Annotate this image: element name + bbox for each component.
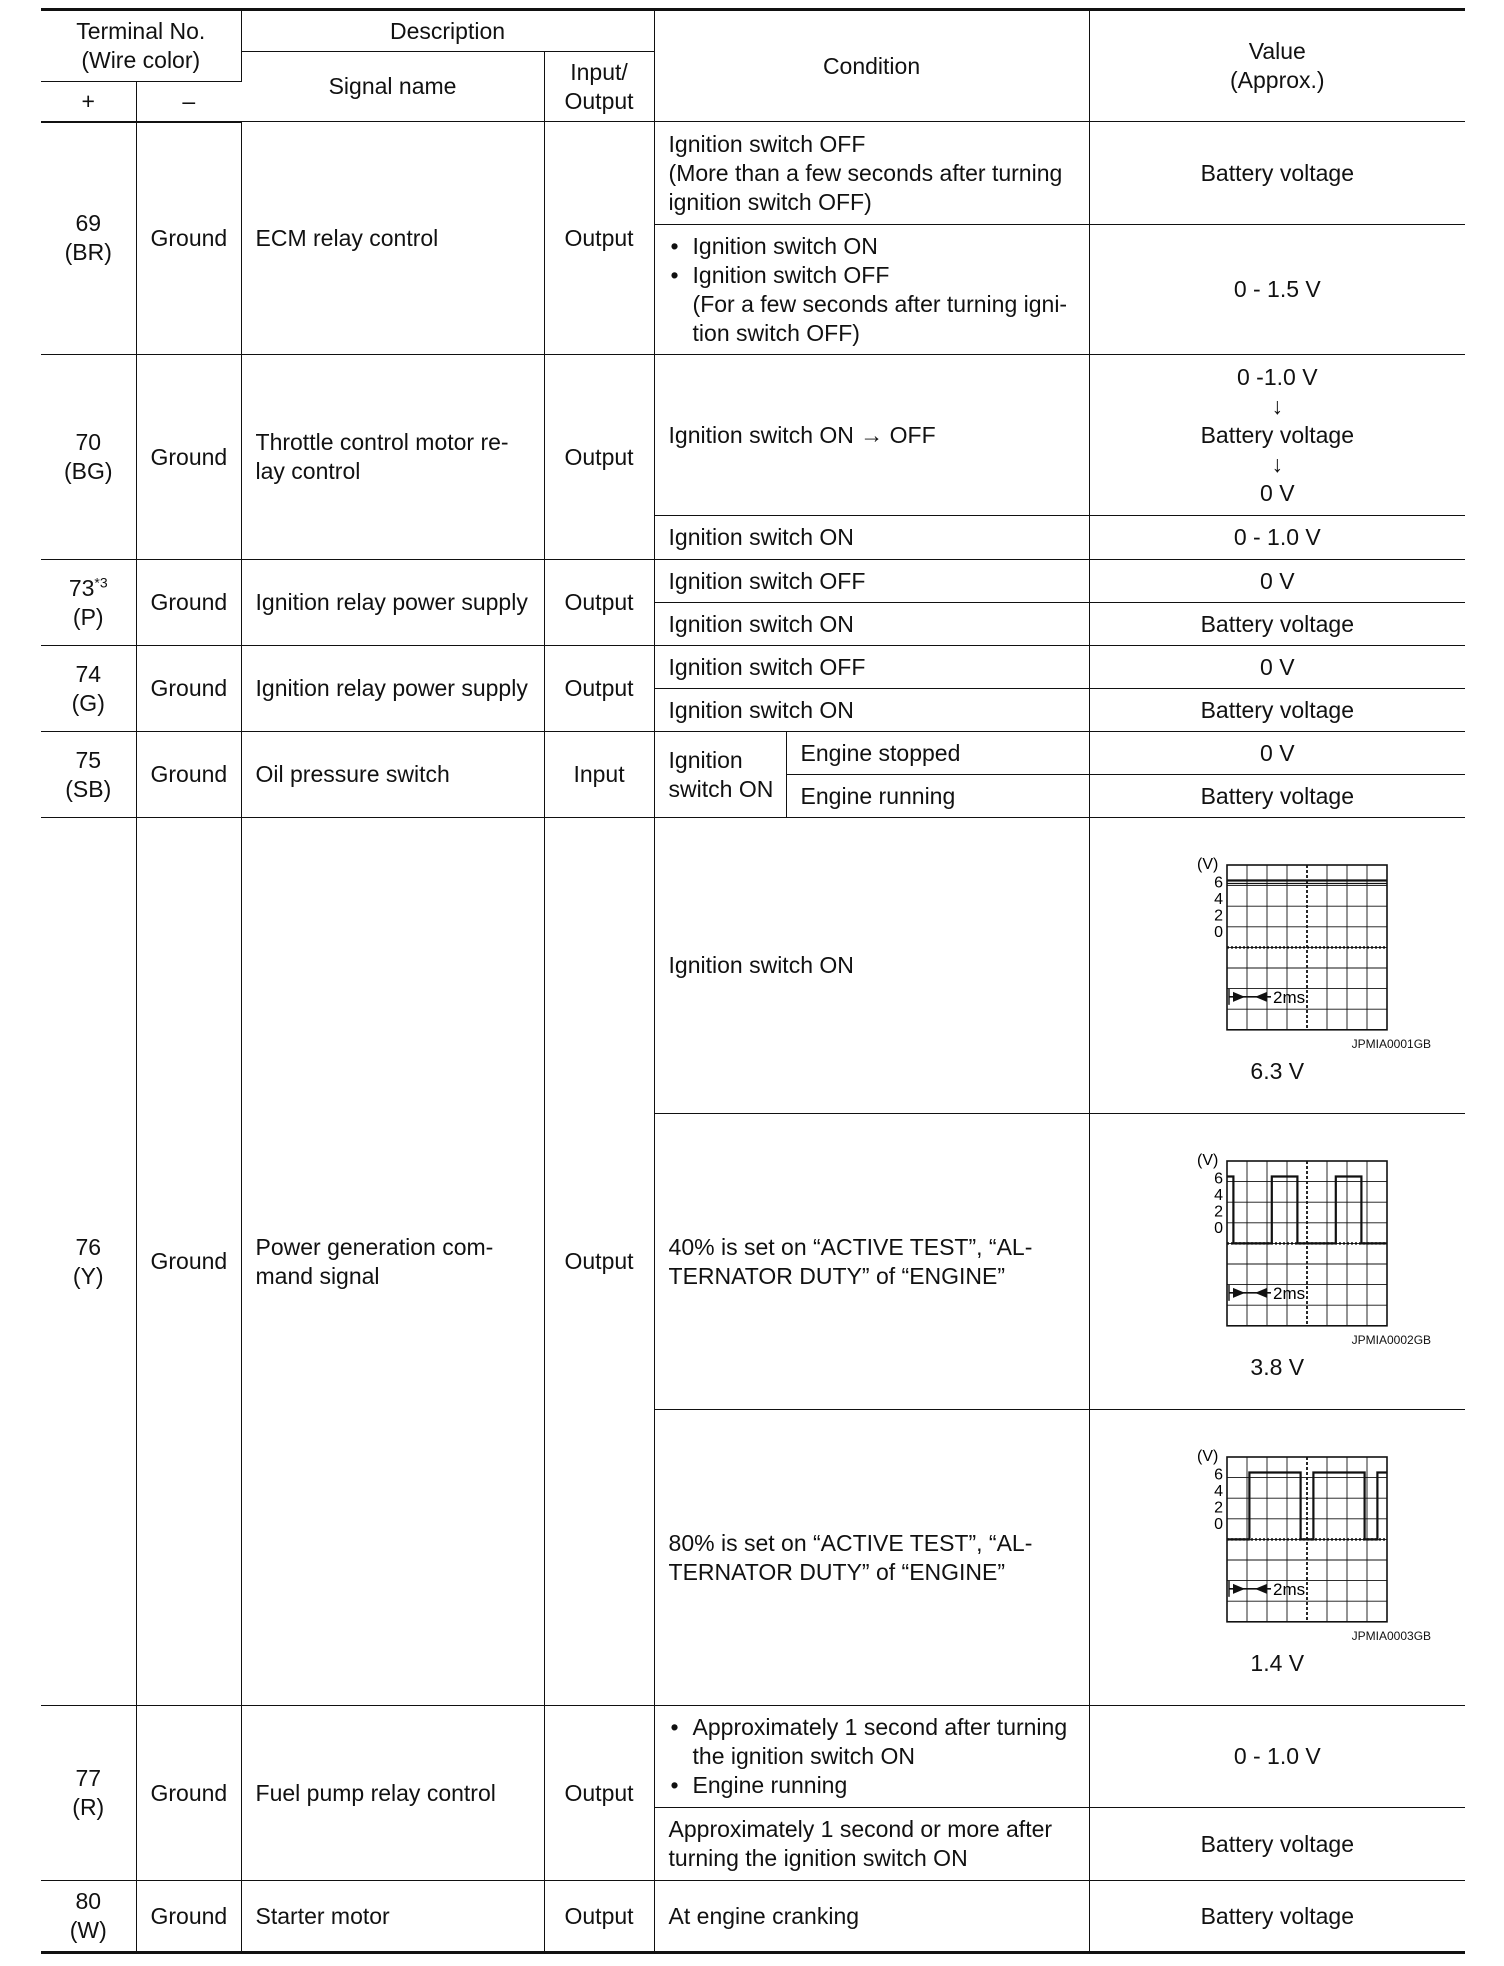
signal-name: Power generation com-mand signal xyxy=(241,818,544,1706)
terminal-number: 73$^{*3}$ (P) xyxy=(41,560,136,646)
io-cell: Output xyxy=(544,1881,654,1953)
ground-cell: Ground xyxy=(136,1706,241,1881)
terminal-number: 69 (BR) xyxy=(41,122,136,355)
table-row xyxy=(41,646,1465,689)
scope-tick-label: 6 xyxy=(1214,1466,1224,1484)
scope-tick-label: 2 xyxy=(1214,1499,1224,1517)
value-cell: 0 - 1.0 V xyxy=(1089,516,1465,560)
terminal-table xyxy=(41,8,1465,1954)
scope-tick-label: 4 xyxy=(1214,890,1224,908)
condition-cell: Ignition switch ON xyxy=(654,732,786,818)
ground-cell: Ground xyxy=(136,122,241,355)
io-cell: Output xyxy=(544,646,654,732)
ground-cell: Ground xyxy=(136,1881,241,1953)
terminal-number: 76 (Y) xyxy=(41,818,136,1706)
time-scale-label: 2ms xyxy=(1273,987,1306,1007)
oscilloscope-waveform xyxy=(1127,1437,1427,1627)
scope-tick-label: 6 xyxy=(1214,1170,1224,1188)
ground-cell: Ground xyxy=(136,560,241,646)
condition-cell: Ignition switch OFF xyxy=(654,560,1089,603)
value-cell: Battery voltage xyxy=(1089,603,1465,646)
value-cell: Battery voltage xyxy=(1089,1808,1465,1881)
header-value: Value (Approx.) xyxy=(1089,10,1465,122)
signal-name: ECM relay control xyxy=(241,122,544,355)
scope-tick-label: 4 xyxy=(1214,1186,1224,1204)
figure-code: JPMIA0001GB xyxy=(1351,1037,1432,1051)
io-cell: Input xyxy=(544,732,654,818)
value-cell: Battery voltage xyxy=(1089,775,1465,818)
ground-cell: Ground xyxy=(136,646,241,732)
scope-grid xyxy=(1227,865,1387,1030)
terminal-number: 80 (W) xyxy=(41,1881,136,1953)
condition-cell: Ignition switch ON xyxy=(654,516,1089,560)
ground-cell: Ground xyxy=(136,732,241,818)
condition-cell: Ignition switch ON xyxy=(654,603,1089,646)
signal-name: Starter motor xyxy=(241,1881,544,1953)
table-row xyxy=(41,122,1465,225)
scope-unit-label: (V) xyxy=(1197,1152,1219,1169)
condition-cell: Ignition switch ON xyxy=(654,689,1089,732)
header-input-output: Input/ Output xyxy=(544,52,654,122)
list-item: • Approximately 1 second after turning the ignition switch ON xyxy=(669,1713,1075,1771)
list-item: • Ignition switch OFF (For a few seconds after turning igni-tion switch OFF) xyxy=(669,261,1075,348)
condition-cell: 40% is set on “ACTIVE TEST”, “AL-TERNATOR DUTY” of “ENGINE” xyxy=(654,1114,1089,1410)
signal-name: Oil pressure switch xyxy=(241,732,544,818)
condition-cell xyxy=(654,225,1089,355)
list-item: • Ignition switch ON xyxy=(669,232,1075,261)
terminal-number: 75 (SB) xyxy=(41,732,136,818)
header-plus: + xyxy=(41,82,136,122)
signal-name: Ignition relay power supply xyxy=(241,560,544,646)
value-cell: 0 V xyxy=(1089,732,1465,775)
terminal-number: 74 (G) xyxy=(41,646,136,732)
scope-tick-label: 0 xyxy=(1214,923,1224,941)
io-cell: Output xyxy=(544,560,654,646)
oscilloscope-waveform xyxy=(1127,845,1427,1035)
io-cell: Output xyxy=(544,122,654,355)
scope-tick-label: 0 xyxy=(1214,1515,1224,1533)
table-row xyxy=(41,560,1465,603)
header-condition: Condition xyxy=(654,10,1089,122)
waveform-value: 1.4 V xyxy=(1250,1650,1305,1676)
scope-tick-label: 2 xyxy=(1214,907,1224,925)
header-signal-name: Signal name xyxy=(241,52,544,122)
value-cell: Battery voltage xyxy=(1089,122,1465,225)
value-cell: Battery voltage xyxy=(1089,1881,1465,1953)
header-minus: – xyxy=(136,82,241,122)
table-row xyxy=(41,1881,1465,1953)
condition-list xyxy=(669,1713,1075,1800)
scope-unit-label: (V) xyxy=(1197,856,1219,873)
condition-cell: Ignition switch OFF (More than a few seconds after turning ignition switch OFF) xyxy=(654,122,1089,225)
list-item: • Engine running xyxy=(669,1771,1075,1800)
io-cell: Output xyxy=(544,818,654,1706)
table-row xyxy=(41,732,1465,775)
condition-cell: At engine cranking xyxy=(654,1881,1089,1953)
scope-tick-label: 6 xyxy=(1214,874,1224,892)
value-cell: 0 V xyxy=(1089,560,1465,603)
scope-tick-label: 0 xyxy=(1214,1219,1224,1237)
scope-tick-label: 4 xyxy=(1214,1482,1224,1500)
table-row xyxy=(41,355,1465,516)
scope-unit-label: (V) xyxy=(1197,1448,1219,1465)
ground-cell: Ground xyxy=(136,818,241,1706)
waveform-value: 6.3 V xyxy=(1250,1058,1305,1084)
condition-cell: Engine stopped xyxy=(786,732,1089,775)
value-cell xyxy=(1089,1410,1465,1706)
condition-cell: Engine running xyxy=(786,775,1089,818)
header-description: Description xyxy=(241,10,654,52)
waveform-value: 3.8 V xyxy=(1250,1354,1305,1380)
figure-code: JPMIA0002GB xyxy=(1351,1333,1432,1347)
table-row xyxy=(41,1706,1465,1808)
scope-tick-label: 2 xyxy=(1214,1203,1224,1221)
oscilloscope-waveform xyxy=(1127,1141,1427,1331)
terminal-number: 70 (BG) xyxy=(41,355,136,560)
io-cell: Output xyxy=(544,355,654,560)
signal-name: Fuel pump relay control xyxy=(241,1706,544,1881)
condition-cell: 80% is set on “ACTIVE TEST”, “AL-TERNATOR DUTY” of “ENGINE” xyxy=(654,1410,1089,1706)
condition-cell: Ignition switch ON xyxy=(654,818,1089,1114)
figure-code: JPMIA0003GB xyxy=(1351,1629,1432,1643)
signal-name: Ignition relay power supply xyxy=(241,646,544,732)
value-cell: 0 - 1.0 V xyxy=(1089,1706,1465,1808)
arrow-down-icon: ↓ xyxy=(1271,392,1284,419)
condition-cell: Ignition switch ON → OFF xyxy=(654,355,1089,516)
value-cell: 0 - 1.5 V xyxy=(1089,225,1465,355)
condition-list xyxy=(669,232,1075,348)
value-cell: Battery voltage xyxy=(1089,689,1465,732)
header-terminal: Terminal No. (Wire color) xyxy=(41,10,241,82)
time-scale-label: 2ms xyxy=(1273,1283,1306,1303)
io-cell: Output xyxy=(544,1706,654,1881)
arrow-down-icon: ↓ xyxy=(1271,450,1284,477)
value-cell: 0 V xyxy=(1089,646,1465,689)
value-cell: 0 -1.0 V ↓ Battery voltage ↓ 0 V xyxy=(1089,355,1465,516)
condition-cell: Ignition switch OFF xyxy=(654,646,1089,689)
condition-cell: Approximately 1 second or more after turning the ignition switch ON xyxy=(654,1808,1089,1881)
condition-cell xyxy=(654,1706,1089,1808)
time-scale-label: 2ms xyxy=(1273,1579,1306,1599)
value-cell xyxy=(1089,1114,1465,1410)
terminal-number: 77 (R) xyxy=(41,1706,136,1881)
signal-name: Throttle control motor re-lay control xyxy=(241,355,544,560)
value-cell xyxy=(1089,818,1465,1114)
ground-cell: Ground xyxy=(136,355,241,560)
table-row xyxy=(41,818,1465,1114)
